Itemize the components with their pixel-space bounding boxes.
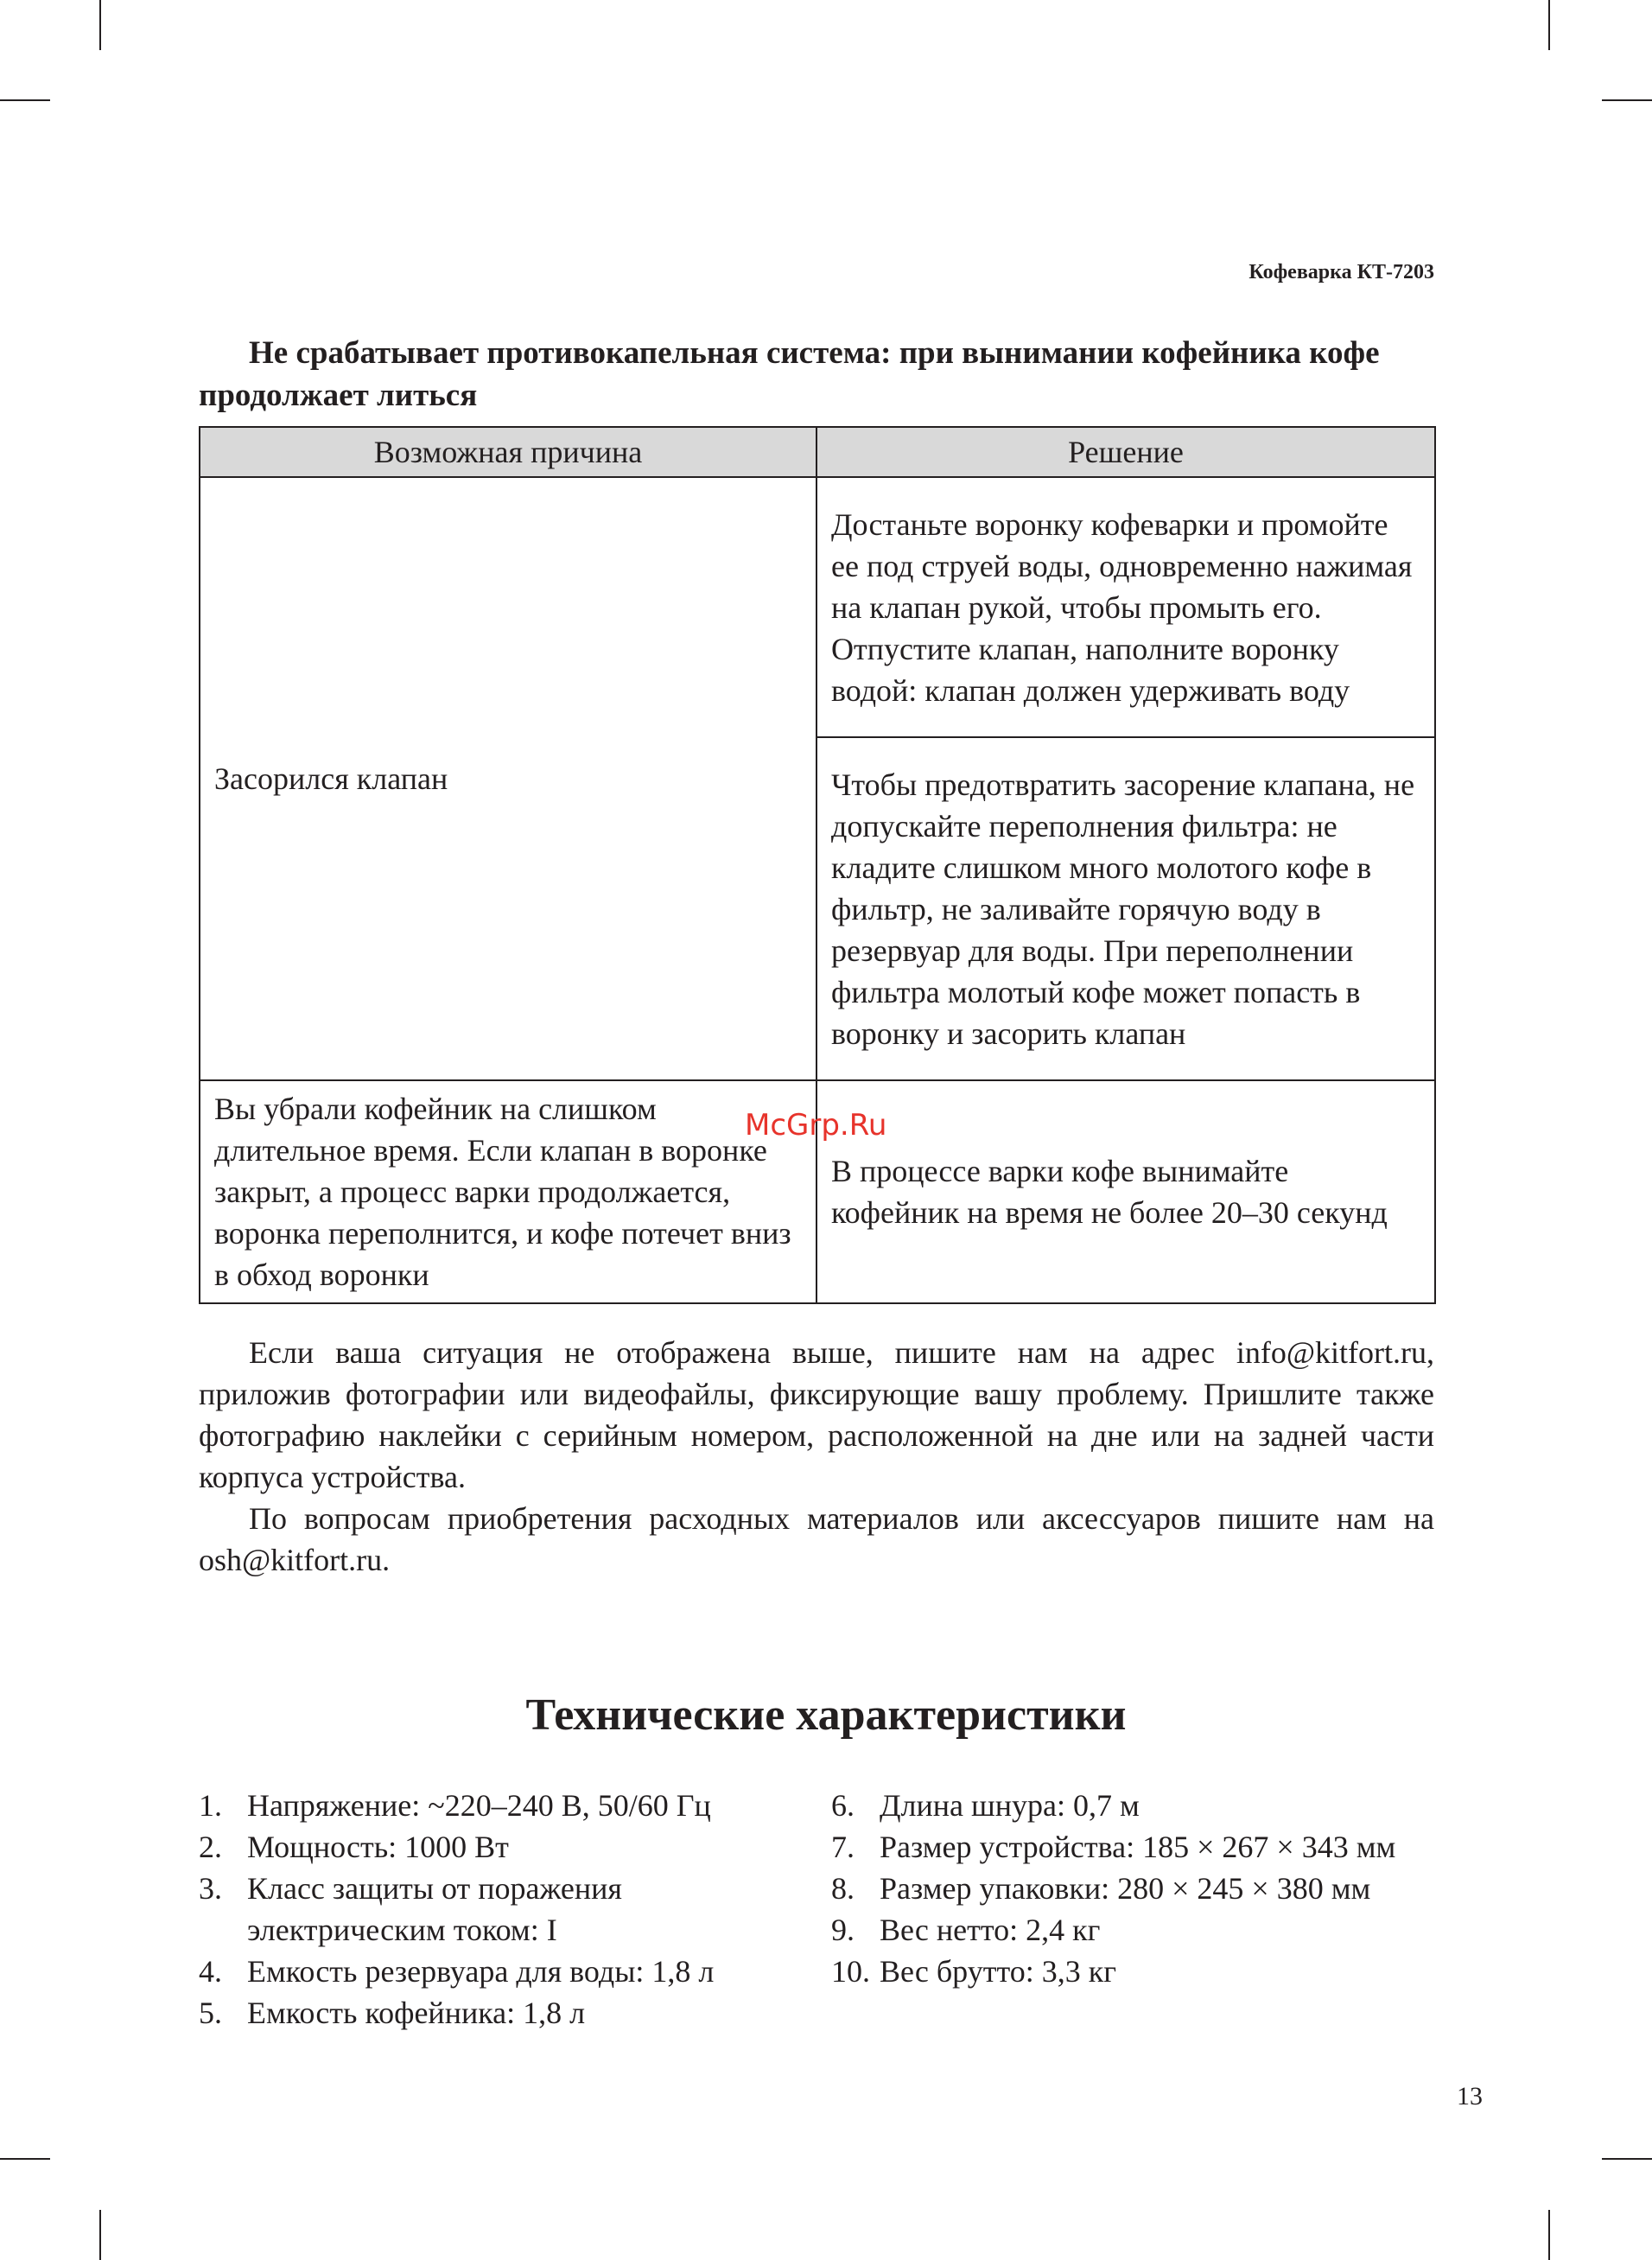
- spec-text: Размер упаковки: 280 × 245 × 380 мм: [880, 1871, 1371, 1906]
- spec-item: [831, 1909, 1453, 1951]
- spec-number: 3.: [199, 1871, 222, 1906]
- crop-mark-bottom-left-horizontal: [0, 2158, 50, 2160]
- crop-mark-bottom-right-vertical: [1548, 2210, 1550, 2260]
- spec-item: [199, 1826, 804, 1868]
- spec-text: Вес брутто: 3,3 кг: [880, 1954, 1116, 1989]
- cause-cell: Вы убрали кофейник на слишком длительное время. Если клапан в воронке закрыт, а процесс варки продолжается, воронка переполнится, и кофе потечет вниз в обход воронки: [200, 1080, 816, 1303]
- spec-number: 2.: [199, 1830, 222, 1864]
- spec-item: [831, 1868, 1453, 1909]
- spec-item: [831, 1826, 1453, 1868]
- spec-item: [199, 1992, 804, 2034]
- contact-paragraph: Если ваша ситуация не отображена выше, пишите нам на адрес info@kitfort.ru, приложив фотографии или видеофайлы, фиксирующие вашу проблему. Пришлите также фотографию наклейки с серийным номером, расположенной на дне или на задней части корпуса устройства.: [199, 1335, 1434, 1494]
- spec-item: [199, 1868, 804, 1951]
- spec-number: 7.: [831, 1830, 855, 1864]
- spec-list-right: [831, 1785, 1453, 1992]
- solution-cell: В процессе варки кофе вынимайте кофейник на время не более 20–30 секунд: [816, 1080, 1435, 1303]
- crop-mark-top-right-horizontal: [1602, 99, 1652, 101]
- spec-text: Емкость кофейника: 1,8 л: [247, 1996, 586, 2030]
- spec-item: [831, 1785, 1453, 1826]
- page-number: 13: [1457, 2082, 1483, 2110]
- crop-mark-bottom-right-horizontal: [1602, 2158, 1652, 2160]
- solution-cell: Чтобы предотвратить засорение клапана, не допускайте переполнения фильтра: не кладите слишком много молотого кофе в фильтр, не заливайте горячую воду в резервуар для воды. При переполнении фильтра молотый кофе может попасть в воронку и засорить клапан: [816, 737, 1435, 1080]
- column-header-cause: Возможная причина: [200, 427, 816, 477]
- running-header: Кофеварка КТ-7203: [1249, 261, 1434, 283]
- cause-cell: Засорился клапан: [200, 477, 816, 1080]
- column-header-solution: Решение: [816, 427, 1435, 477]
- spec-number: 1.: [199, 1788, 222, 1823]
- spec-number: 5.: [199, 1996, 222, 2030]
- table-header-row: [200, 427, 1435, 477]
- crop-mark-top-left-horizontal: [0, 99, 50, 101]
- spec-text: Класс защиты от поражения электрическим током: I: [247, 1871, 622, 1947]
- troubleshooting-table: [199, 426, 1436, 1304]
- spec-text: Напряжение: ~220–240 В, 50/60 Гц: [247, 1788, 711, 1823]
- spec-text: Емкость резервуара для воды: 1,8 л: [247, 1954, 715, 1989]
- spec-item: [199, 1785, 804, 1826]
- spec-number: 6.: [831, 1788, 855, 1823]
- spec-text: Длина шнура: 0,7 м: [880, 1788, 1140, 1823]
- spec-number: 4.: [199, 1954, 222, 1989]
- spec-item: [199, 1951, 804, 1992]
- contact-text: [199, 1332, 1434, 1581]
- watermark: McGrp.Ru: [745, 1108, 887, 1143]
- spec-number: 8.: [831, 1871, 855, 1906]
- spec-text: Размер устройства: 185 × 267 × 343 мм: [880, 1830, 1396, 1864]
- spec-list-left: [199, 1785, 804, 2034]
- crop-mark-bottom-left-vertical: [99, 2210, 101, 2260]
- spec-number: 9.: [831, 1913, 855, 1947]
- section-heading: Не срабатывает противокапельная система: при вынимании кофейника кофе продолжает литься: [199, 335, 1380, 413]
- solution-cell: Достаньте воронку кофеварки и промойте ее под струей воды, одновременно нажимая на клапан рукой, чтобы промыть его. Отпустите клапан, наполните воронку водой: клапан должен удерживать воду: [816, 477, 1435, 737]
- contact-paragraph: По вопросам приобретения расходных материалов или аксессуаров пишите нам на osh@kitfort.ru.: [199, 1501, 1434, 1577]
- spec-item: [831, 1951, 1453, 1992]
- specs-title: Технические характеристики: [525, 1690, 1127, 1740]
- crop-mark-top-right-vertical: [1548, 0, 1550, 50]
- spec-number: 10.: [831, 1954, 870, 1989]
- crop-mark-top-left-vertical: [99, 0, 101, 50]
- table-row: [200, 477, 1435, 737]
- spec-text: Вес нетто: 2,4 кг: [880, 1913, 1101, 1947]
- spec-text: Мощность: 1000 Вт: [247, 1830, 509, 1864]
